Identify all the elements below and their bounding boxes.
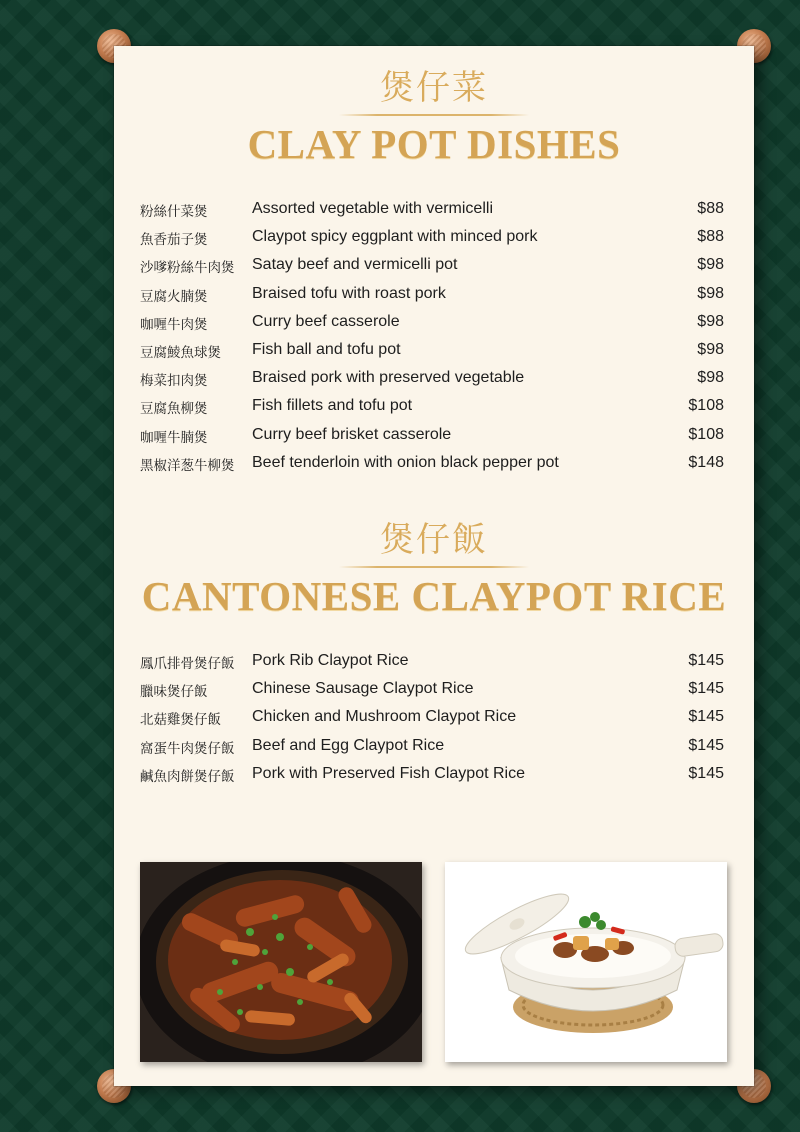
- section-header-claypot-dishes: [114, 68, 754, 166]
- menu-item-english-name: Curry beef casserole: [252, 312, 400, 330]
- menu-item-chinese-name: 豆腐魚柳煲: [140, 401, 208, 418]
- menu-item-english-name: Assorted vegetable with vermicelli: [252, 200, 493, 217]
- menu-item-chinese-name: 魚香茄子煲: [140, 232, 208, 249]
- eggplant-claypot-photo: [140, 862, 422, 1062]
- menu-item: [140, 281, 724, 309]
- menu-item-english-name: Beef tenderloin with onion black pepper pot: [252, 453, 559, 471]
- menu-item-chinese-name: 沙嗲粉絲牛肉煲: [140, 260, 235, 277]
- section-title-cn: 煲仔飯: [380, 520, 488, 560]
- menu-item-price: $148: [688, 453, 724, 471]
- menu-item-chinese-name: 北菇雞煲仔飯: [140, 712, 221, 729]
- menu-item: [140, 196, 724, 224]
- claypot-rice-list: [140, 648, 724, 789]
- claypot-dishes-list: [140, 196, 724, 478]
- menu-item-chinese-name: 臘味煲仔飯: [140, 684, 208, 701]
- menu-item-english-name: Chinese Sausage Claypot Rice: [252, 680, 474, 698]
- menu-item-chinese-name: 粉絲什菜煲: [140, 204, 208, 220]
- menu-item-chinese-name: 豆腐鯪魚球煲: [140, 344, 221, 361]
- section-header-claypot-rice: [114, 520, 754, 618]
- menu-item-english-name: Fish fillets and tofu pot: [252, 397, 413, 415]
- menu-item-price: $145: [688, 680, 724, 698]
- menu-item: [140, 224, 724, 252]
- menu-item: [140, 733, 724, 761]
- menu-item-price: $88: [697, 228, 724, 246]
- menu-item-chinese-name: 窩蛋牛肉煲仔飯: [140, 740, 235, 757]
- menu-item-english-name: Claypot spicy eggplant with minced pork: [252, 228, 538, 246]
- menu-item-price: $108: [688, 397, 724, 415]
- menu-item-english-name: Satay beef and vermicelli pot: [252, 256, 458, 274]
- menu-item-price: $108: [688, 425, 724, 443]
- section-title-en: CLAY POT DISHES: [247, 121, 621, 167]
- menu-item-english-name: Curry beef brisket casserole: [252, 425, 452, 443]
- claypot-rice-photo: [445, 862, 727, 1062]
- menu-item-price: $145: [688, 764, 724, 782]
- menu-item-english-name: Pork Rib Claypot Rice: [252, 652, 409, 669]
- menu-item-english-name: Braised tofu with roast pork: [252, 284, 446, 302]
- menu-item-english-name: Pork with Preserved Fish Claypot Rice: [252, 764, 525, 782]
- menu-item-english-name: Braised pork with preserved vegetable: [252, 369, 525, 387]
- menu-item-price: $145: [688, 736, 724, 754]
- menu-item: [140, 450, 724, 478]
- menu-item-english-name: Fish ball and tofu pot: [252, 340, 401, 358]
- menu-item: [140, 676, 724, 704]
- menu-item: [140, 761, 724, 789]
- menu-item-chinese-name: 咖喱牛腩煲: [140, 429, 208, 446]
- menu-item-price: $98: [697, 340, 724, 358]
- menu-item-chinese-name: 梅菜扣肉煲: [140, 373, 208, 390]
- menu-item-price: $145: [688, 652, 724, 669]
- menu-item: [140, 337, 724, 365]
- title-divider: [339, 114, 529, 116]
- menu-item-price: $88: [697, 200, 724, 217]
- menu-item: [140, 309, 724, 337]
- title-divider: [339, 566, 529, 568]
- menu-item-price: $145: [688, 708, 724, 726]
- menu-item-chinese-name: 黑椒洋葱牛柳煲: [140, 457, 235, 474]
- menu-item: [140, 393, 724, 421]
- menu-item: [140, 422, 724, 450]
- menu-item-chinese-name: 鳳爪排骨煲仔飯: [140, 656, 235, 672]
- section-title-en: CANTONESE CLAYPOT RICE: [141, 573, 727, 619]
- menu-item-price: $98: [697, 369, 724, 387]
- menu-item-price: $98: [697, 256, 724, 274]
- menu-item-english-name: Chicken and Mushroom Claypot Rice: [252, 708, 517, 726]
- menu-card: [114, 46, 754, 1086]
- menu-item: [140, 252, 724, 280]
- menu-item-chinese-name: 咖喱牛肉煲: [140, 316, 208, 333]
- menu-item: [140, 365, 724, 393]
- section-title-cn: 煲仔菜: [380, 68, 488, 108]
- menu-item-english-name: Beef and Egg Claypot Rice: [252, 736, 445, 754]
- menu-item-chinese-name: 豆腐火腩煲: [140, 288, 208, 305]
- menu-item: [140, 648, 724, 676]
- menu-item: [140, 704, 724, 732]
- menu-item-price: $98: [697, 312, 724, 330]
- menu-item-price: $98: [697, 284, 724, 302]
- menu-item-chinese-name: 鹹魚肉餅煲仔飯: [140, 768, 235, 785]
